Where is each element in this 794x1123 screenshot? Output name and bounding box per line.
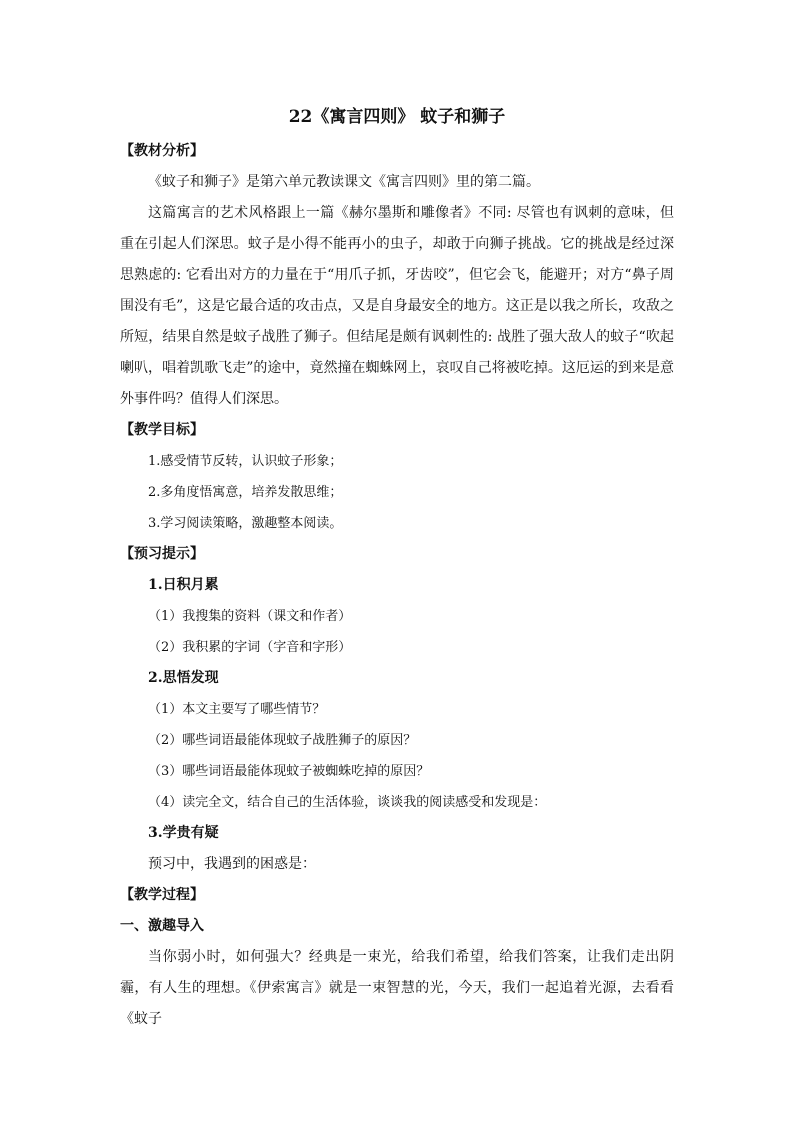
section-heading-goals: 【教学目标】: [120, 422, 204, 438]
preview-item: （2）哪些词语最能体现蚊子战胜狮子的原因？: [148, 733, 417, 748]
goal-item: 3.学习阅读策略，激趣整本阅读。: [148, 516, 343, 531]
preview-group-title: 3.学贵有疑: [148, 825, 219, 841]
process-paragraph: 当你弱小时，如何强大？经典是一束光，给我们希望，给我们答案，让我们走出阴霾，有人生的理想。《伊索寓言》就是一束智慧的光，今天，我们一起追着光源，去看看《蚊子: [120, 949, 674, 1027]
goal-item: 2.多角度悟寓意，培养发散思维；: [148, 485, 343, 500]
process-subheading: 一、激趣导入: [120, 918, 204, 934]
goal-item: 1.感受情节反转，认识蚊子形象；: [148, 454, 343, 469]
preview-paragraph: 预习中，我遇到的困惑是：: [148, 856, 316, 872]
preview-group-title: 2.思悟发现: [148, 670, 219, 686]
analysis-paragraph: 这篇寓言的艺术风格跟上一篇《赫尔墨斯和雕像者》不同: 尽管也有讽刺的意味，但重在引起人们深思。蚊子是小得不能再小的虫子，却敢于向狮子挑战。它的挑战是经过深思熟虑的: 它看出对方的力量在于“用爪子抓，牙齿咬”，但它会飞，能避开；对方“鼻子周围没有毛”，这是它最合适的攻击点，又是自身最安全的地方。这正是以我之所长，攻敌之所短，结果自然是蚊子战胜了狮子。但结尾是颇有讽刺性的: 战胜了强大敌人的蚊子“吹起喇叭，唱着凯歌飞走”的途中，竟然撞在蜘蛛网上，哀叹自己将被吃掉。这厄运的到来是意外事件吗？值得人们深思。: [120, 205, 674, 407]
analysis-paragraph: 《蚊子和狮子》是第六单元教读课文《寓言四则》里的第二篇。: [148, 174, 540, 190]
preview-group-title: 1.日积月累: [148, 577, 219, 593]
preview-item: （4）读完全文，结合自己的生活体验，谈谈我的阅读感受和发现是：: [148, 795, 547, 810]
section-heading-analysis: 【教材分析】: [120, 143, 204, 159]
preview-item: （3）哪些词语最能体现蚊子被蜘蛛吃掉的原因？: [148, 764, 430, 779]
page-title: 22《寓言四则》 蚊子和狮子: [288, 107, 506, 127]
section-heading-process: 【教学过程】: [120, 887, 204, 903]
preview-item: （1）我搜集的资料（课文和作者）: [148, 609, 352, 624]
preview-item: （1）本文主要写了哪些情节？: [148, 702, 326, 717]
preview-item: （2）我积累的字词（字音和字形）: [148, 640, 352, 655]
section-heading-preview: 【预习提示】: [120, 546, 204, 562]
